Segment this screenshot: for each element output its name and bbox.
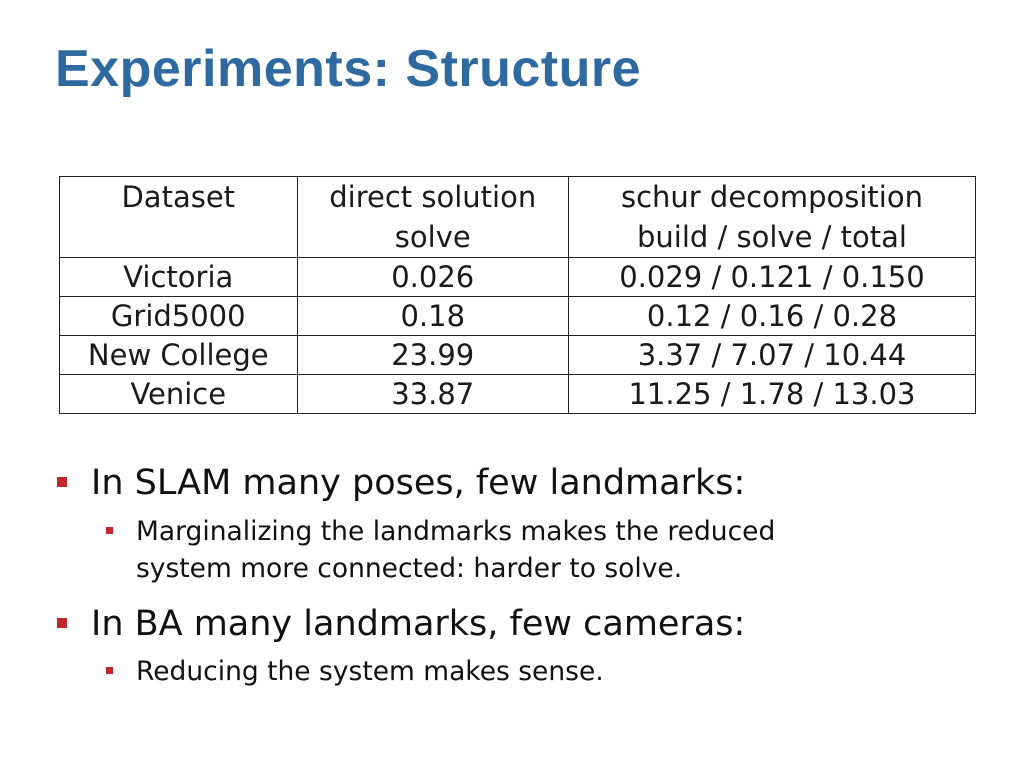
cell-direct: 0.026 (297, 258, 568, 297)
bullet-list (55, 458, 995, 690)
cell-schur: 0.12 / 0.16 / 0.28 (568, 297, 975, 336)
cell-dataset: Victoria (60, 258, 298, 297)
header-dataset-line-1: Dataset (121, 180, 236, 214)
header-schur-line-2: build / solve / total (637, 220, 907, 254)
square-bullet-icon (57, 618, 67, 628)
cell-schur: 3.37 / 7.07 / 10.44 (568, 336, 975, 375)
header-dataset-line-2 (68, 217, 289, 257)
slide-title: Experiments: Structure (55, 40, 642, 98)
sub-bullet-item (55, 513, 995, 587)
cell-schur: 11.25 / 1.78 / 13.03 (568, 375, 975, 414)
sub-bullet-text: Reducing the system makes sense. (136, 656, 604, 687)
sub-bullet-text-line-1: Marginalizing the landmarks makes the reduced (136, 516, 776, 547)
header-schur-decomposition (568, 177, 975, 258)
table-row (60, 258, 976, 297)
bullet-item (55, 458, 995, 508)
results-table (59, 176, 976, 414)
header-dataset (60, 177, 298, 258)
cell-schur: 0.029 / 0.121 / 0.150 (568, 258, 975, 297)
square-bullet-icon (106, 527, 113, 534)
cell-direct: 23.99 (297, 336, 568, 375)
bullet-text: In BA many landmarks, few cameras: (91, 604, 746, 644)
cell-dataset: New College (60, 336, 298, 375)
bullet-text: In SLAM many poses, few landmarks: (91, 463, 746, 503)
sub-bullet-text-line-2: system more connected: harder to solve. (136, 553, 683, 584)
header-direct-solution (297, 177, 568, 258)
cell-dataset: Grid5000 (60, 297, 298, 336)
cell-direct: 33.87 (297, 375, 568, 414)
square-bullet-icon (106, 667, 113, 674)
cell-dataset: Venice (60, 375, 298, 414)
table-row (60, 336, 976, 375)
table-header-row (60, 177, 976, 258)
square-bullet-icon (57, 477, 67, 487)
sub-bullet-item (55, 653, 995, 690)
table-row (60, 375, 976, 414)
header-direct-line-2: solve (394, 220, 471, 254)
cell-direct: 0.18 (297, 297, 568, 336)
table-row (60, 297, 976, 336)
header-schur-line-1: schur decomposition (620, 180, 923, 214)
bullet-item (55, 599, 995, 649)
header-direct-line-1: direct solution (329, 180, 537, 214)
